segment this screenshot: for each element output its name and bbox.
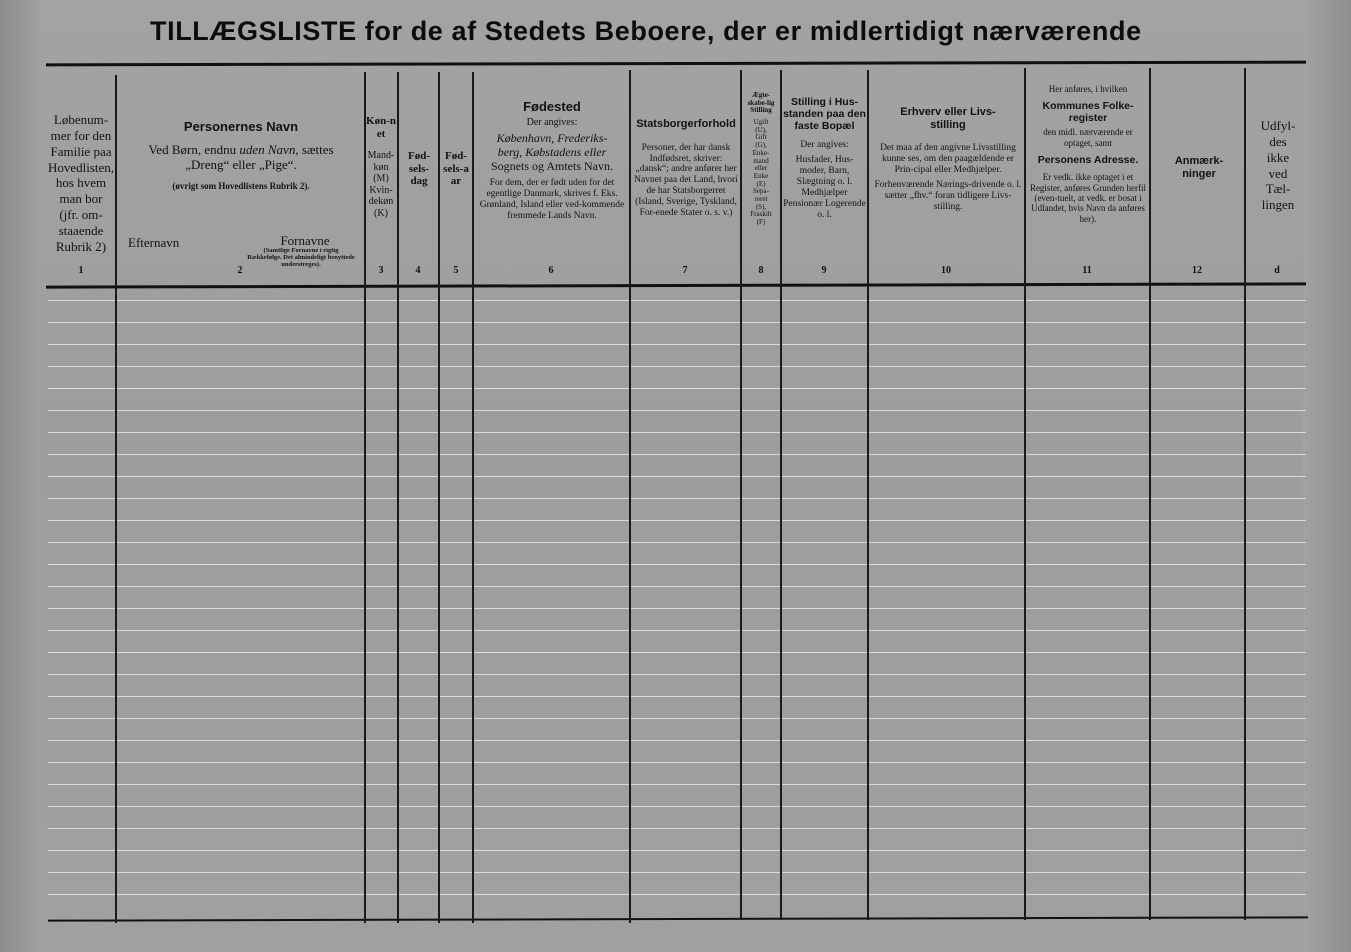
header-bottom-rule bbox=[46, 282, 1306, 288]
col-divider bbox=[1024, 68, 1026, 920]
col8-line: reret bbox=[754, 194, 768, 203]
col-divider bbox=[472, 72, 474, 923]
table-row-line bbox=[48, 806, 1306, 807]
col10-body2: Forhenværende Nærings-drivende o. l. sætter „fhv.“ foran tidligere Livs-stilling. bbox=[874, 180, 1022, 212]
col-number: 11 bbox=[1082, 265, 1092, 276]
table-row-line bbox=[48, 410, 1306, 411]
col1-line: Rubrik 2) bbox=[55, 238, 107, 254]
col3-line: Kvin- bbox=[369, 184, 393, 196]
col6-italic-line: København, Frederiks- bbox=[496, 131, 608, 146]
table-bottom-rule bbox=[48, 916, 1308, 921]
col8-header bbox=[743, 92, 779, 227]
col-number: 1 bbox=[78, 265, 84, 276]
form-title: TILLÆGSLISTE for de af Stedets Beboere, der er midlertidigt nærværende bbox=[150, 16, 1142, 46]
col8-line: Sepa- bbox=[753, 187, 769, 196]
col6-text-b: Grønland, Island eller ved-kommende fremmede Lands Navn. bbox=[479, 199, 625, 221]
col-number: 10 bbox=[941, 265, 951, 276]
col6-mixed: Sognets og Amtets Navn. bbox=[491, 159, 613, 174]
col5-heading: Fød-sels-aar bbox=[443, 150, 469, 188]
table-row-line bbox=[48, 696, 1306, 697]
col1-line: hos hvem bbox=[55, 175, 107, 191]
col2-text1: Ved Børn, endnu bbox=[148, 141, 237, 157]
table-row-line bbox=[48, 740, 1306, 741]
col3-line: dekøn bbox=[368, 196, 394, 208]
col-divider bbox=[397, 72, 399, 923]
table-row-line bbox=[48, 586, 1306, 587]
col1-line: Løbenum- bbox=[53, 112, 109, 127]
cold-line: des bbox=[1269, 133, 1287, 149]
col4-heading: Fød-sels-dag bbox=[408, 150, 430, 188]
col7-heading: Statsborgerforhold bbox=[636, 118, 736, 130]
col2-text1b: sættes bbox=[301, 141, 334, 157]
col8-line: (U), bbox=[755, 125, 767, 134]
table-row-line bbox=[48, 564, 1306, 565]
scan-edge-left bbox=[0, 0, 40, 952]
table-row-line bbox=[48, 762, 1306, 763]
table-row-line bbox=[48, 498, 1306, 499]
table-row-line bbox=[48, 894, 1306, 895]
table-row-line bbox=[48, 388, 1306, 389]
col-divider bbox=[629, 70, 631, 923]
col3-line: (M) bbox=[373, 173, 389, 185]
col7-header bbox=[633, 118, 739, 219]
col8-line: (F) bbox=[756, 218, 766, 226]
col10-header bbox=[874, 106, 1022, 213]
col9-heading: Stilling i Hus-standen paa den faste Bopæl bbox=[783, 96, 866, 133]
col-divider bbox=[780, 70, 782, 920]
header-top-rule bbox=[46, 61, 1306, 67]
col1-line: man bor bbox=[59, 191, 103, 207]
table-row-line bbox=[48, 322, 1306, 323]
col5-header bbox=[440, 150, 472, 188]
col-number: 4 bbox=[415, 265, 421, 276]
col3-heading: Køn-net bbox=[366, 115, 396, 140]
col-divider bbox=[1149, 68, 1151, 920]
scan-edge-right bbox=[1303, 0, 1351, 952]
table-row-line bbox=[48, 300, 1306, 301]
col-divider bbox=[867, 70, 869, 920]
col8-line: eller bbox=[754, 164, 768, 173]
col8-line: Ugift bbox=[753, 118, 769, 127]
col8-line: (S), bbox=[755, 202, 767, 211]
col6-sub: Der angives: bbox=[526, 116, 578, 128]
cold-line: ved bbox=[1268, 165, 1288, 181]
col2-text1-italic: uden Navn, bbox=[239, 141, 299, 157]
col11-pre: Her anføres, i hvilken bbox=[1048, 84, 1128, 94]
col2-note: (øvrigt som Hovedlistens Rubrik 2). bbox=[172, 180, 310, 191]
col8-line: Fraskilt bbox=[750, 210, 772, 219]
col8-line: mand bbox=[753, 156, 769, 165]
col1-line: staaende bbox=[58, 223, 104, 239]
col-divider bbox=[740, 70, 742, 920]
col9-body: Husfader, Hus-moder, Barn, Slægtning o. l. Medhjælper Pensionær Logerende o. l. bbox=[783, 155, 866, 220]
col1-line: Familie paa bbox=[50, 143, 112, 159]
col2-text2: „Dreng“ eller „Pige“. bbox=[185, 156, 297, 172]
col-number: 8 bbox=[758, 265, 764, 276]
col7-body: Personer, der har dansk Indfødsret, skriver: „dansk“; andre anfører her Navnet paa det Land, hvori de har Statsborgerret (Island, Sverige, Tyskland, For-enede Stater o. s. v.) bbox=[634, 142, 738, 219]
table-row-line bbox=[48, 520, 1306, 521]
col1-header bbox=[46, 112, 116, 255]
col8-line: Gift bbox=[755, 133, 767, 142]
cold-line: Udfyl- bbox=[1260, 118, 1296, 133]
col-number: 12 bbox=[1192, 265, 1202, 276]
col3-header bbox=[366, 115, 396, 219]
col1-line: mer for den bbox=[50, 127, 112, 143]
col10-body1: Det maa af den angivne Livsstilling kunne ses, om den paagældende er Prin-cipal eller Medhjælper. bbox=[880, 143, 1016, 176]
col8-heading: Ægte-skabe-lig Stilling bbox=[747, 92, 775, 115]
col3-line: Mand- bbox=[367, 150, 395, 162]
col4-header bbox=[400, 150, 438, 188]
col-number: 6 bbox=[548, 265, 554, 276]
table-row-line bbox=[48, 784, 1306, 785]
col3-line: køn bbox=[373, 161, 389, 173]
table-row-line bbox=[48, 674, 1306, 675]
table-row-line bbox=[48, 872, 1306, 873]
col3-line: (K) bbox=[374, 207, 388, 219]
col12-header bbox=[1160, 155, 1238, 180]
col8-line: (G), bbox=[755, 141, 767, 150]
col6-header bbox=[476, 100, 628, 222]
col-number: d bbox=[1274, 265, 1280, 276]
cold-header bbox=[1248, 118, 1308, 213]
col8-line: Enke bbox=[753, 171, 769, 180]
table-row-line bbox=[48, 454, 1306, 455]
col-number: 7 bbox=[682, 265, 688, 276]
col-number: 2 bbox=[237, 265, 243, 276]
table-row-line bbox=[48, 542, 1306, 543]
col6-italic-line: berg, Købstadens eller bbox=[497, 145, 607, 160]
col11-body: Er vedk. ikke optaget i et Register, anføres Grunden herfil (even-tuelt, at vedk. er bosat i Udlandet, hvis Navn da anføres her). bbox=[1029, 172, 1147, 224]
table-row-line bbox=[48, 608, 1306, 609]
col-number: 9 bbox=[821, 265, 827, 276]
col8-line: Enke- bbox=[752, 148, 770, 157]
table-row-line bbox=[48, 828, 1306, 829]
table-row-line bbox=[48, 432, 1306, 433]
col9-sub: Der angives: bbox=[800, 140, 849, 151]
col2-fornavne: Fornavne bbox=[280, 234, 330, 248]
col11-heading: Kommunes Folke-register bbox=[1042, 100, 1134, 125]
col-number: 5 bbox=[453, 265, 459, 276]
col11-mid: den midl. nærværende er optaget, samt bbox=[1043, 127, 1133, 148]
table-row-line bbox=[48, 344, 1306, 345]
table-row-line bbox=[48, 476, 1306, 477]
table-row-line bbox=[48, 718, 1306, 719]
col2-heading: Personernes Navn bbox=[183, 120, 299, 134]
col1-line: (jfr. om- bbox=[59, 207, 103, 223]
col6-text-a: For dem, der er født uden for det egentlige Danmark, skrives f. Eks. bbox=[486, 177, 618, 199]
cold-line: ikke bbox=[1266, 149, 1290, 165]
col10-heading: Erhverv eller Livs-stilling bbox=[900, 106, 996, 131]
table-row-line bbox=[48, 366, 1306, 367]
col11-header bbox=[1028, 84, 1148, 224]
col2-header bbox=[120, 120, 362, 193]
cold-line: Tæl- bbox=[1265, 181, 1291, 197]
table-row-line bbox=[48, 630, 1306, 631]
col1-line: Hovedlisten, bbox=[47, 159, 115, 175]
col-divider bbox=[1244, 68, 1246, 920]
col2-fornavne-note: (Samtlige Fornavne i rigtig Rækkefølge. Det almindeligt benyttede understreges). bbox=[247, 248, 355, 268]
col2-efternavn: Efternavn bbox=[128, 236, 180, 250]
col-divider bbox=[438, 72, 440, 923]
col9-header bbox=[783, 96, 866, 221]
cold-line: lingen bbox=[1261, 197, 1295, 213]
table-row-line bbox=[48, 850, 1306, 851]
col8-line: (E) bbox=[756, 179, 766, 188]
table-row-line bbox=[48, 652, 1306, 653]
col12-heading: Anmærk-ninger bbox=[1174, 155, 1224, 180]
col11-heading2: Personens Adresse. bbox=[1037, 154, 1139, 167]
col-number: 3 bbox=[378, 265, 384, 276]
col6-heading: Fødested bbox=[523, 100, 581, 114]
